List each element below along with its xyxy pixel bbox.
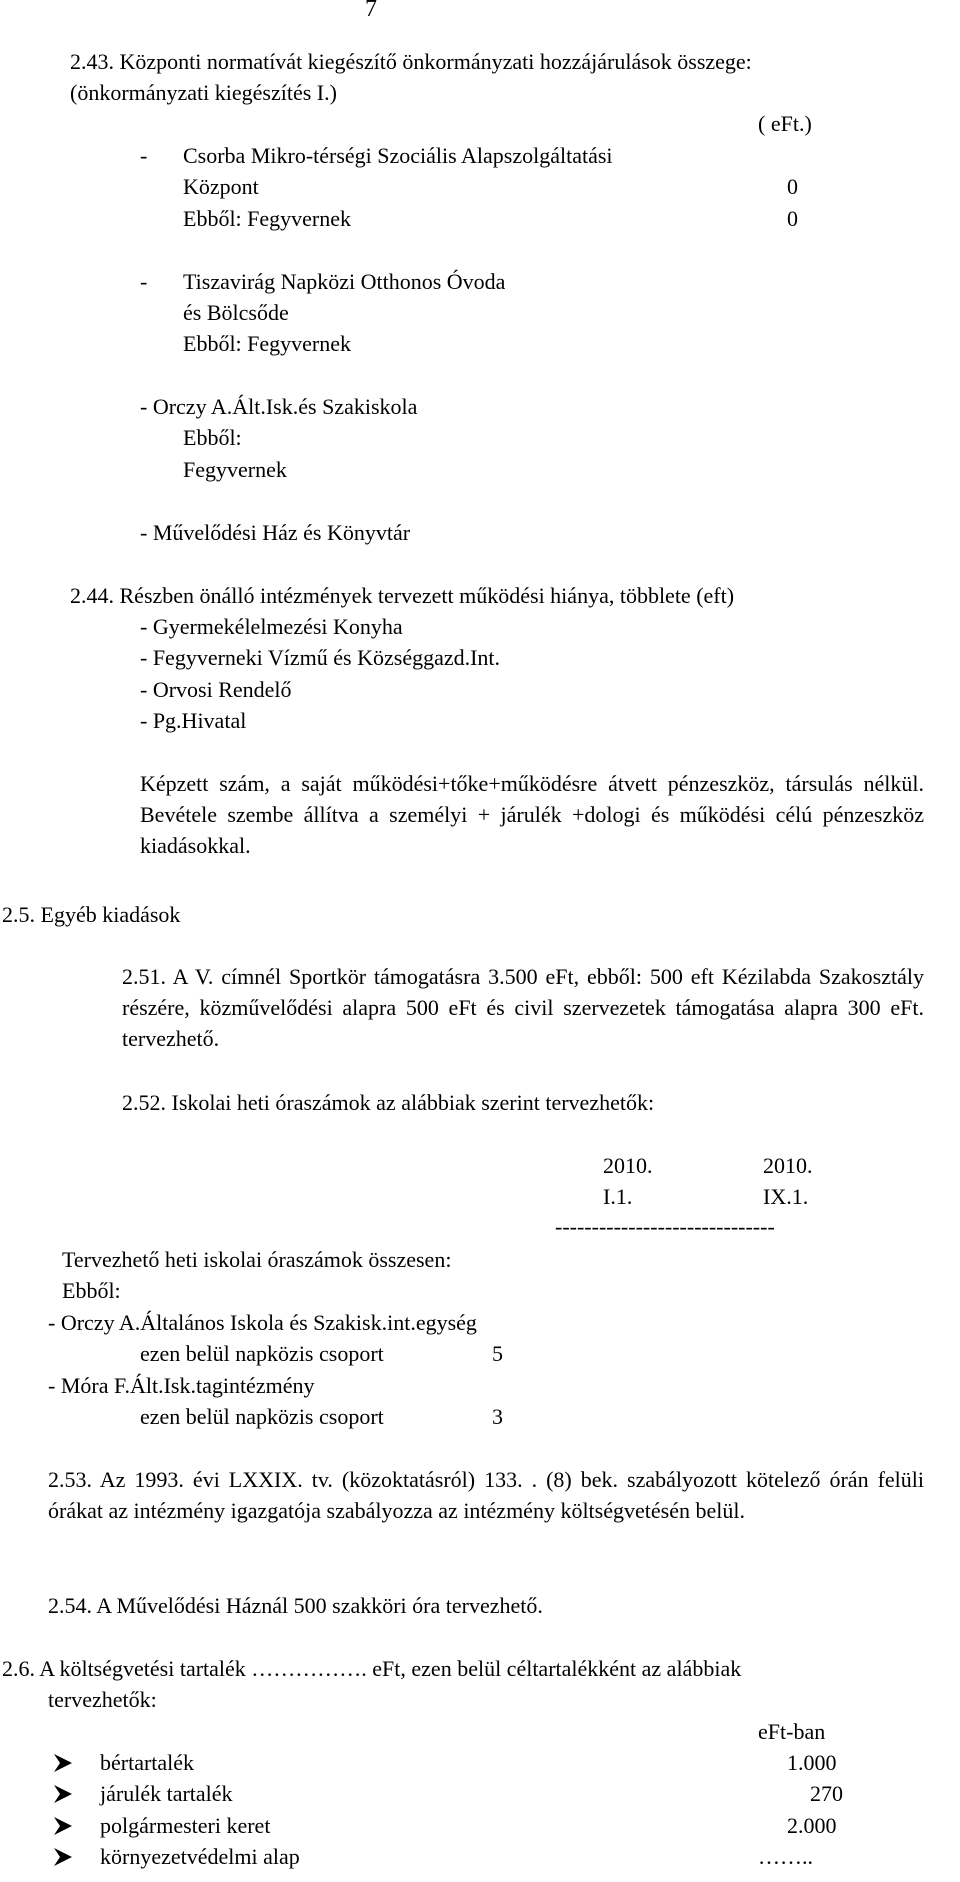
list-item: - Orvosi Rendelő (140, 677, 292, 702)
reserve-item-value: 2.000 (787, 1813, 837, 1838)
section-2-6-title-cont: tervezhetők: (48, 1687, 157, 1712)
sub-label: Ebből: Fegyvernek (183, 206, 352, 231)
table-row-label: - Orczy A.Általános Iskola és Szakisk.int.egység (48, 1310, 477, 1335)
institution-name-cont: Központ (183, 174, 259, 199)
section-2-44-title: 2.44. Részben önálló intézmények tervezett működési hiánya, többlete (eft) (70, 583, 735, 608)
institution-name-cont: és Bölcsőde (183, 300, 289, 325)
section-2-6-title: 2.6. A költségvetési tartalék ……………. eFt, ezen belül céltartalékként az alábbiak (2, 1656, 742, 1681)
list-item: - Pg.Hivatal (140, 708, 247, 733)
page-number: 7 (365, 0, 377, 22)
reserve-item-value: 270 (810, 1781, 843, 1806)
table-col-header: 2010. (763, 1153, 813, 1178)
table-row-label: Ebből: (62, 1278, 121, 1303)
reserve-item-label: járulék tartalék (100, 1781, 233, 1806)
sub-label: Ebből: Fegyvernek (183, 331, 352, 356)
institution-name: Tiszavirág Napközi Otthonos Óvoda (183, 269, 506, 294)
section-2-43-subtitle: (önkormányzati kiegészítés I.) (70, 80, 337, 105)
list-dash: - (140, 269, 148, 294)
sub-label: Ebből: (183, 425, 242, 450)
unit-label: eFt-ban (758, 1719, 826, 1744)
reserve-item-label: bértartalék (100, 1750, 195, 1775)
list-item: - Fegyverneki Vízmű és Községgazd.Int. (140, 645, 501, 670)
section-2-44-note: Képzett szám, a saját működési+tőke+működésre átvett pénzeszköz, társulás nélkül. Bevétele szembe állítva a személyi + járulék +dologi és működési célú pénzeszköz kiadásokkal. (140, 771, 924, 858)
paragraph-2-53: 2.53. Az 1993. évi LXXIX. tv. (közoktatásról) 133. . (8) bek. szabályozott kötelező órán felüli órákat az intézmény igazgatója szabályozza az intézmény költségvetésén belül. (48, 1467, 924, 1523)
table-cell: 3 (492, 1404, 503, 1429)
paragraph-2-54: 2.54. A Művelődési Háznál 500 szakköri óra tervezhető. (48, 1593, 543, 1618)
institution-name: - Művelődési Ház és Könyvtár (140, 520, 411, 545)
reserve-item-value: 1.000 (787, 1750, 837, 1775)
table-row-label: Tervezhető heti iskolai óraszámok összesen: (62, 1247, 452, 1272)
reserve-item-label: polgármesteri keret (100, 1813, 271, 1838)
institution-name: - Orczy A.Ált.Isk.és Szakiskola (140, 394, 418, 419)
table-separator: ------------------------------ (555, 1214, 775, 1239)
value-cell: 0 (787, 206, 798, 231)
value-cell: 0 (787, 174, 798, 199)
unit-label: ( eFt.) (758, 111, 812, 136)
table-row-label: ezen belül napközis csoport (140, 1404, 384, 1429)
list-item: - Gyermekélelmezési Konyha (140, 614, 403, 639)
paragraph-2-52: 2.52. Iskolai heti óraszámok az alábbiak szerint tervezhetők: (122, 1090, 655, 1115)
reserve-item-value: …….. (758, 1844, 813, 1869)
table-row-label: ezen belül napközis csoport (140, 1341, 384, 1366)
table-col-header: I.1. (603, 1184, 633, 1209)
section-2-5-title: 2.5. Egyéb kiadások (2, 902, 181, 927)
institution-name: Csorba Mikro-térségi Szociális Alapszolgáltatási (183, 143, 613, 168)
section-2-43-title: 2.43. Központi normatívát kiegészítő önkormányzati hozzájárulások összege: (70, 49, 752, 74)
table-cell: 5 (492, 1341, 503, 1366)
table-col-header: 2010. (603, 1153, 653, 1178)
arrowhead-bullet-icon (52, 1815, 74, 1837)
reserve-item-label: környezetvédelmi alap (100, 1844, 300, 1869)
sub-label: Fegyvernek (183, 457, 287, 482)
arrowhead-bullet-icon (52, 1783, 74, 1805)
paragraph-2-51: 2.51. A V. címnél Sportkör támogatásra 3.500 eFt, ebből: 500 eft Kézilabda Szakosztály részére, közművelődési alapra 500 eFt és civil szervezetek támogatása alapra 300 eFt. tervezhető. (122, 964, 924, 1051)
arrowhead-bullet-icon (52, 1846, 74, 1868)
list-dash: - (140, 143, 148, 168)
table-col-header: IX.1. (763, 1184, 809, 1209)
arrowhead-bullet-icon (52, 1752, 74, 1774)
table-row-label: - Móra F.Ált.Isk.tagintézmény (48, 1373, 315, 1398)
